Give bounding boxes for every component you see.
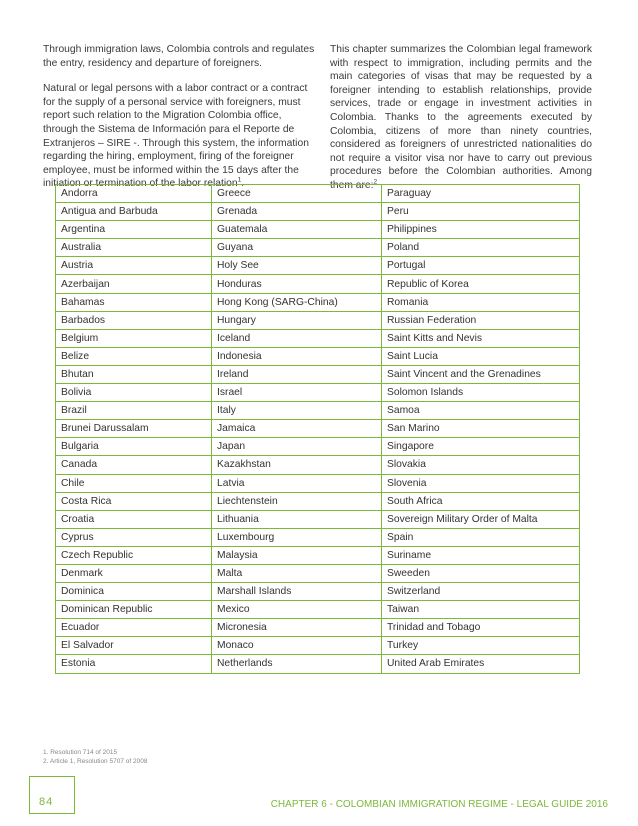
table-cell: Sweeden (382, 564, 580, 582)
table-cell: Austria (56, 257, 212, 275)
table-cell: Republic of Korea (382, 275, 580, 293)
table-row (56, 510, 580, 528)
table-row (56, 257, 580, 275)
footnote-2: 2. Article 1, Resolution 5707 of 2008 (43, 758, 148, 765)
footnote-1: 1. Resolution 714 of 2015 (43, 749, 118, 756)
table-cell: Australia (56, 239, 212, 257)
table-cell: Micronesia (212, 619, 382, 637)
intro-right-column (330, 43, 592, 205)
table-row (56, 275, 580, 293)
footnote-ref-1: 1 (237, 176, 242, 184)
table-row (56, 546, 580, 564)
table-row (56, 221, 580, 239)
table-cell: Canada (56, 456, 212, 474)
table-cell: Indonesia (212, 347, 382, 365)
table-cell: Bolivia (56, 384, 212, 402)
table-cell: Taiwan (382, 601, 580, 619)
table-row (56, 347, 580, 365)
table-cell: Iceland (212, 329, 382, 347)
table-row (56, 203, 580, 221)
table-cell: Saint Kitts and Nevis (382, 329, 580, 347)
table-cell: Hungary (212, 311, 382, 329)
table-cell: Jamaica (212, 420, 382, 438)
table-cell: Liechtenstein (212, 492, 382, 510)
table-cell: Antigua and Barbuda (56, 203, 212, 221)
intro-paragraph-2-tail: . (241, 178, 245, 190)
table-cell: Dominican Republic (56, 601, 212, 619)
intro-paragraph-2-text: Natural or legal persons with a labor contract or a contract for the supply of a personal service with foreigners, must report such relation to the Migration Colombia office, through the Sistema de Información para el Reporte de Extranjeros – SIRE -. Through this system, the information regarding the hiring, employment, firing of the foreigner employee, must be informed within the 15 days after the initiation or termination of the labor relation (43, 83, 309, 190)
table-cell: Mexico (212, 601, 382, 619)
visa-exempt-countries-table (55, 184, 580, 674)
table-row (56, 637, 580, 655)
table-cell: Belize (56, 347, 212, 365)
table-cell: Saint Lucia (382, 347, 580, 365)
table-cell: Cyprus (56, 528, 212, 546)
table-row (56, 311, 580, 329)
intro-paragraph-2 (43, 82, 315, 191)
table-cell: Sovereign Military Order of Malta (382, 510, 580, 528)
table-cell: United Arab Emirates (382, 655, 580, 673)
table-cell: San Marino (382, 420, 580, 438)
table-cell: Japan (212, 438, 382, 456)
table-cell: Chile (56, 474, 212, 492)
table-cell: Argentina (56, 221, 212, 239)
table-cell: Trinidad and Tobago (382, 619, 580, 637)
table-cell: Slovakia (382, 456, 580, 474)
table-cell: Belgium (56, 329, 212, 347)
table-cell: Latvia (212, 474, 382, 492)
table-cell: Luxembourg (212, 528, 382, 546)
table-cell: Turkey (382, 637, 580, 655)
table-cell: Guyana (212, 239, 382, 257)
table-cell: Malta (212, 564, 382, 582)
table-cell: Andorra (56, 185, 212, 203)
table-cell: Guatemala (212, 221, 382, 239)
table-cell: Bahamas (56, 293, 212, 311)
table-cell: Israel (212, 384, 382, 402)
table-cell: Bulgaria (56, 438, 212, 456)
table-cell: Azerbaijan (56, 275, 212, 293)
table-row (56, 329, 580, 347)
table-cell: Greece (212, 185, 382, 203)
table-row (56, 456, 580, 474)
table-row (56, 293, 580, 311)
table-row (56, 528, 580, 546)
table-row (56, 492, 580, 510)
table-cell: Netherlands (212, 655, 382, 673)
table-cell: Holy See (212, 257, 382, 275)
table-row (56, 619, 580, 637)
table-cell: Grenada (212, 203, 382, 221)
intro-left-column (43, 43, 315, 203)
intro-paragraph-3 (330, 43, 592, 193)
table-cell: Switzerland (382, 583, 580, 601)
table-cell: Paraguay (382, 185, 580, 203)
table-cell: Suriname (382, 546, 580, 564)
table-row (56, 384, 580, 402)
table-cell: Italy (212, 402, 382, 420)
table-cell: Brazil (56, 402, 212, 420)
table-cell: Brunei Darussalam (56, 420, 212, 438)
table-row (56, 420, 580, 438)
table-cell: Poland (382, 239, 580, 257)
table-cell: Honduras (212, 275, 382, 293)
table-cell: South Africa (382, 492, 580, 510)
table-row (56, 438, 580, 456)
table-cell: Costa Rica (56, 492, 212, 510)
table-cell: Peru (382, 203, 580, 221)
table-row (56, 655, 580, 673)
countries-table-body (56, 185, 580, 674)
table-cell: Estonia (56, 655, 212, 673)
table-cell: Marshall Islands (212, 583, 382, 601)
table-cell: Solomon Islands (382, 384, 580, 402)
table-cell: Ecuador (56, 619, 212, 637)
table-row (56, 601, 580, 619)
intro-paragraph-1: Through immigration laws, Colombia controls and regulates the entry, residency and departure of foreigners. (43, 44, 315, 69)
intro-paragraph-3-text: This chapter summarizes the Colombian legal framework with respect to immigration, including permits and the main categories of visas that may be requested by a foreigner intending to establish relationships, provide services, trade or engage in investment activities in Colombia. Thanks to the agreements executed by Colombia, citizens of more than ninety countries, considered as foreigners of unrestricted nationalities do not require a visitor visa nor have to carry out previous procedures before the Colombian authorities. Among them are: (330, 44, 592, 191)
table-row (56, 474, 580, 492)
table-cell: Philippines (382, 221, 580, 239)
table-row (56, 564, 580, 582)
footnotes (43, 748, 147, 766)
table-cell: Denmark (56, 564, 212, 582)
table-cell: Spain (382, 528, 580, 546)
table-cell: Malaysia (212, 546, 382, 564)
table-cell: Czech Republic (56, 546, 212, 564)
table-cell: Slovenia (382, 474, 580, 492)
table-cell: Barbados (56, 311, 212, 329)
page-number-frame (29, 776, 75, 814)
table-cell: Saint Vincent and the Grenadines (382, 365, 580, 383)
table-cell: El Salvador (56, 637, 212, 655)
table-row (56, 365, 580, 383)
table-cell: Croatia (56, 510, 212, 528)
table-row (56, 402, 580, 420)
table-row (56, 583, 580, 601)
table-cell: Romania (382, 293, 580, 311)
running-footer-title: CHAPTER 6 - COLOMBIAN IMMIGRATION REGIME - LEGAL GUIDE 2016 (270, 799, 608, 810)
table-cell: Dominica (56, 583, 212, 601)
page-number: 84 (39, 796, 54, 808)
table-row (56, 239, 580, 257)
table-cell: Portugal (382, 257, 580, 275)
table-cell: Monaco (212, 637, 382, 655)
table-cell: Kazakhstan (212, 456, 382, 474)
table-cell: Samoa (382, 402, 580, 420)
table-cell: Hong Kong (SARG-China) (212, 293, 382, 311)
footnote-ref-2: 2 (373, 178, 378, 186)
table-cell: Russian Federation (382, 311, 580, 329)
table-row (56, 185, 580, 203)
table-cell: Bhutan (56, 365, 212, 383)
table-cell: Lithuania (212, 510, 382, 528)
table-cell: Singapore (382, 438, 580, 456)
table-cell: Ireland (212, 365, 382, 383)
